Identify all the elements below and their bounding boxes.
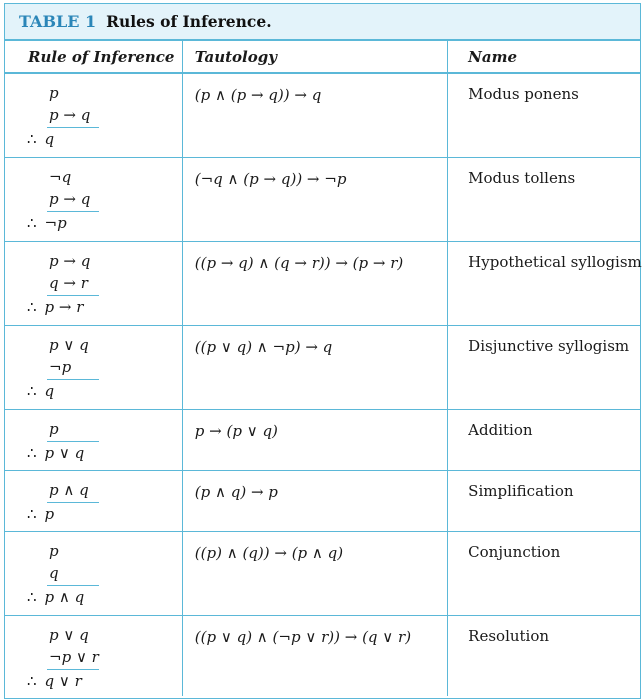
conclusion-rule-line	[47, 441, 99, 442]
table-title: Rules of Inference.	[106, 12, 272, 31]
table-row	[5, 73, 640, 157]
premise-1: p	[49, 419, 59, 438]
rule-cell	[5, 615, 182, 696]
premise-2: q → r	[49, 273, 88, 292]
tautology-cell: (p ∧ q) → p	[182, 470, 447, 531]
rule-name-cell: Disjunctive syllogism	[448, 325, 640, 409]
table-caption	[5, 4, 640, 41]
tautology-cell: ((p) ∧ (q)) → (p ∧ q)	[182, 531, 447, 615]
rule-name-cell: Modus tollens	[448, 157, 640, 241]
rule-cell	[5, 157, 182, 241]
rule-cell	[5, 73, 182, 157]
premise-2: ¬p	[49, 357, 72, 376]
header-name: Name	[448, 41, 640, 73]
table-number: TABLE 1	[19, 12, 97, 31]
therefore-icon: ∴	[27, 671, 37, 690]
conclusion: ∴ ¬p	[27, 213, 67, 232]
premise-1: p ∧ q	[49, 480, 89, 499]
tautology-cell: (p ∧ (p → q)) → q	[182, 73, 447, 157]
premise-1: p ∨ q	[49, 335, 89, 354]
table-row	[5, 241, 640, 325]
therefore-icon: ∴	[27, 213, 37, 232]
conclusion-rule-line	[47, 295, 99, 296]
table-row	[5, 470, 640, 531]
conclusion: ∴ p	[27, 504, 55, 523]
tautology-cell: (¬q ∧ (p → q)) → ¬p	[182, 157, 447, 241]
rule-name-cell: Addition	[448, 409, 640, 470]
premise-2: q	[49, 563, 59, 582]
therefore-icon: ∴	[27, 504, 37, 523]
table-row	[5, 157, 640, 241]
therefore-icon: ∴	[27, 381, 37, 400]
conclusion: ∴ q	[27, 130, 55, 148]
table-row	[5, 615, 640, 696]
rule-name-cell: Conjunction	[448, 531, 640, 615]
tautology-cell: ((p ∨ q) ∧ (¬p ∨ r)) → (q ∨ r)	[182, 615, 447, 696]
conclusion: ∴ q ∨ r	[27, 671, 82, 690]
rule-cell	[5, 325, 182, 409]
rule-name-cell: Modus ponens	[448, 73, 640, 157]
conclusion-rule-line	[47, 211, 99, 212]
table-row	[5, 409, 640, 470]
table-row	[5, 325, 640, 409]
header-row	[5, 41, 640, 73]
rules-of-inference-table-frame	[4, 3, 641, 699]
rule-name-cell: Hypothetical syllogism	[448, 241, 640, 325]
therefore-icon: ∴	[27, 587, 37, 606]
premise-2: ¬p ∨ r	[49, 647, 99, 666]
conclusion-rule-line	[47, 585, 99, 586]
conclusion-rule-line	[47, 379, 99, 380]
rule-cell	[5, 531, 182, 615]
tautology-cell: p → (p ∨ q)	[182, 409, 447, 470]
rule-cell	[5, 470, 182, 531]
premise-1: p ∨ q	[49, 625, 89, 644]
premise-1: ¬q	[49, 167, 72, 186]
therefore-icon: ∴	[27, 443, 37, 462]
rules-table	[5, 41, 640, 696]
tautology-cell: ((p → q) ∧ (q → r)) → (p → r)	[182, 241, 447, 325]
therefore-icon: ∴	[27, 130, 37, 148]
therefore-icon: ∴	[27, 297, 37, 316]
premise-1: p	[49, 84, 59, 102]
rule-cell	[5, 241, 182, 325]
conclusion: ∴ q	[27, 381, 55, 400]
rule-name-cell: Resolution	[468, 626, 550, 645]
header-rule-of-inference: Rule of Inference	[5, 41, 182, 73]
conclusion: ∴ p ∧ q	[27, 587, 85, 606]
rule-cell	[5, 409, 182, 470]
premise-2: p → q	[49, 189, 91, 208]
conclusion: ∴ p → r	[27, 297, 84, 316]
premise-1: p → q	[49, 251, 91, 270]
conclusion-rule-line	[47, 669, 99, 670]
header-tautology: Tautology	[182, 41, 447, 73]
table-row	[5, 531, 640, 615]
conclusion-rule-line	[47, 127, 99, 128]
premise-1: p	[49, 541, 59, 560]
tautology-cell: ((p ∨ q) ∧ ¬p) → q	[182, 325, 447, 409]
premise-2: p → q	[49, 106, 91, 124]
conclusion-rule-line	[47, 502, 99, 503]
conclusion: ∴ p ∨ q	[27, 443, 85, 462]
rule-name-cell: Simplification	[448, 470, 640, 531]
